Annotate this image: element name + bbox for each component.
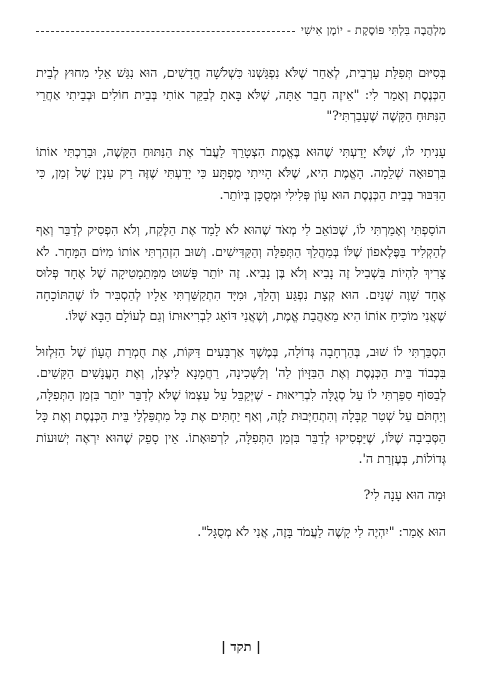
paragraph: עָנִיתִי לוֹ, שֶׁלֹּא יָדַעְתִּי שֶׁהוּא בֶּאֱמֶת הִצְטָרֵךְ לַעֲבֹר אֶת הַנִּתּוּחַ הַקָּשֶׁה, וּבֵרַכְתִּי אוֹתוֹ בִּרְפוּאָה שְׁלֵמָה. הָאֱמֶת הִיא, שֶׁלֹּא הָיִיתִי מֻפְתָּע כִּי יָדַעְתִּי שֶׁזֶּה רַק עִנְיָן שֶׁל זְמַן, כִּי הַדִּבּוּר בְּבֵית הַכְּנֶסֶת הוּא עָוֹן פְּלִילִי וּמְסֻכָּן בְּיוֹתֵר. [36,143,446,202]
paragraph: וּמָה הוּא עָנָה לִי? [363,486,446,502]
page-number: | תקד | [221,640,261,655]
paragraph: הוֹסַפְתִּי וְאָמַרְתִּי לוֹ, שֶׁכּוֹאֵב לִי מְאֹד שֶׁהוּא לֹא לָמַד אֶת הַלֶּקַח, וְלֹא הִפְסִיק לְדַבֵּר וְאַף לְהַקְלִיד בַּפֶּלֶאפוֹן שֶׁלּוֹ בְּמַהֲלַךְ הַתְּפִלָּה וְהַקַּדִּישִׁים. וְשׁוּב הִזְהַרְתִּי אוֹתוֹ מִיּוֹם הַמָּחָר. לֹא צָרִיךְ לִהְיוֹת בִּשְׁבִיל זֶה נָבִיא וְלֹא בֶּן נָבִיא. זֶה יוֹתֵר פָּשׁוּט מִמָּתֵמָטִיקָה שֶׁל אֶחָד פְּלוּס אֶחָד שָׁוֶה שְׁנַיִם. הוּא קְצָת נִפְגַּע וְהָלַךְ, וּמִיָּד הִתְקַשַּׁרְתִּי אֵלָיו לְהַסְבִּיר לוֹ שֶׁהַתּוֹכָחָה שֶׁאֲנִי מוֹכִיחַ אוֹתוֹ הִיא מֵאַהֲבַת אֱמֶת, וְשֶׁאֲנִי דּוֹאֵג לִבְרִיאוּתוֹ וְגַם לְעוֹלָם הַבָּא שֶׁלּוֹ. [36,222,446,323]
paragraph: הִסְבַּרְתִּי לוֹ שׁוּב, בְּהַרְחָבָה גְּדוֹלָה, בְּמֶשֶׁךְ אַרְבָּעִים דַּקּוֹת, אֶת חֻמְרַת הֶעָוֹן שֶׁל הַזִּלְזוּל בִּכְבוֹד בֵּית הַכְּנֶסֶת וְאֶת הַבִּזָּיוֹן לַה' וְלַשְּׁכִינָה, רַחֲמָנָא לִיצְלַן, וְאֶת הָעֳנָשִׁים הַקָּשִׁים. לְבַסּוֹף סִפַּרְתִּי לוֹ עַל סְגֻלָּה לִבְרִיאוּת - שֶׁיְּקַבֵּל עַל עַצְמוֹ שֶׁלֹּא לְדַבֵּר יוֹתֵר בִּזְמַן הַתְּפִלָּה, וְיַחְתֹּם עַל שְׁטַר קַבָּלָה וְהִתְחַיְּבוּת לָזֶה, וְאַף יַחְתִּים אֶת כָּל מִתְפַּלְלֵי בֵּית הַכְּנֶסֶת וְאֶת כָּל הַסְּבִיבָה שֶׁלּוֹ, שֶׁיַּפְסִיקוּ לְדַבֵּר בִּזְמַן הַתְּפִלָּה, לִרְפוּאָתוֹ. אֵין סָפֵק שֶׁהוּא יִרְאֶה יְשׁוּעוֹת גְּדוֹלוֹת, בְּעֶזְרַת ה'. [36,343,446,466]
header-dashed-rule [36,31,295,32]
paragraph: הוּא אָמַר: "יִהְיֶה לִי קָשֶׁה לַעֲמֹד בָּזֶה, אֲנִי לֹא מְסֻגָּל". [197,524,446,539]
paragraph: בְּסִיּוּם תְּפִלַּת עַרְבִית, לְאַחַר שֶׁלֹּא נִפְגַּשְׁנוּ כִּשְׁלֹשָׁה חֳדָשִׁים, הוּא נִגַּשׁ אֵלַי מִחוּץ לְבֵית הַכְּנֶסֶת וְאָמַר לִי: "אֵיזֶה חָבֵר אַתָּה, שֶׁלֹּא בָּאתָ לְבַקֵּר אוֹתִי בְּבֵית חוֹלִים וּבְבֵיתִי אַחֲרֵי הַנִּתּוּחַ הַקָּשֶׁה שֶׁעָבַרְתִּי?" [36,65,446,123]
running-header [36,18,446,42]
book-page [36,0,446,683]
body-text [36,62,446,559]
running-title: מַלְהֲבָה בִּלְתִּי פּוֹסֶקֶת - יוֹמָן אִישִׁי [300,23,446,37]
